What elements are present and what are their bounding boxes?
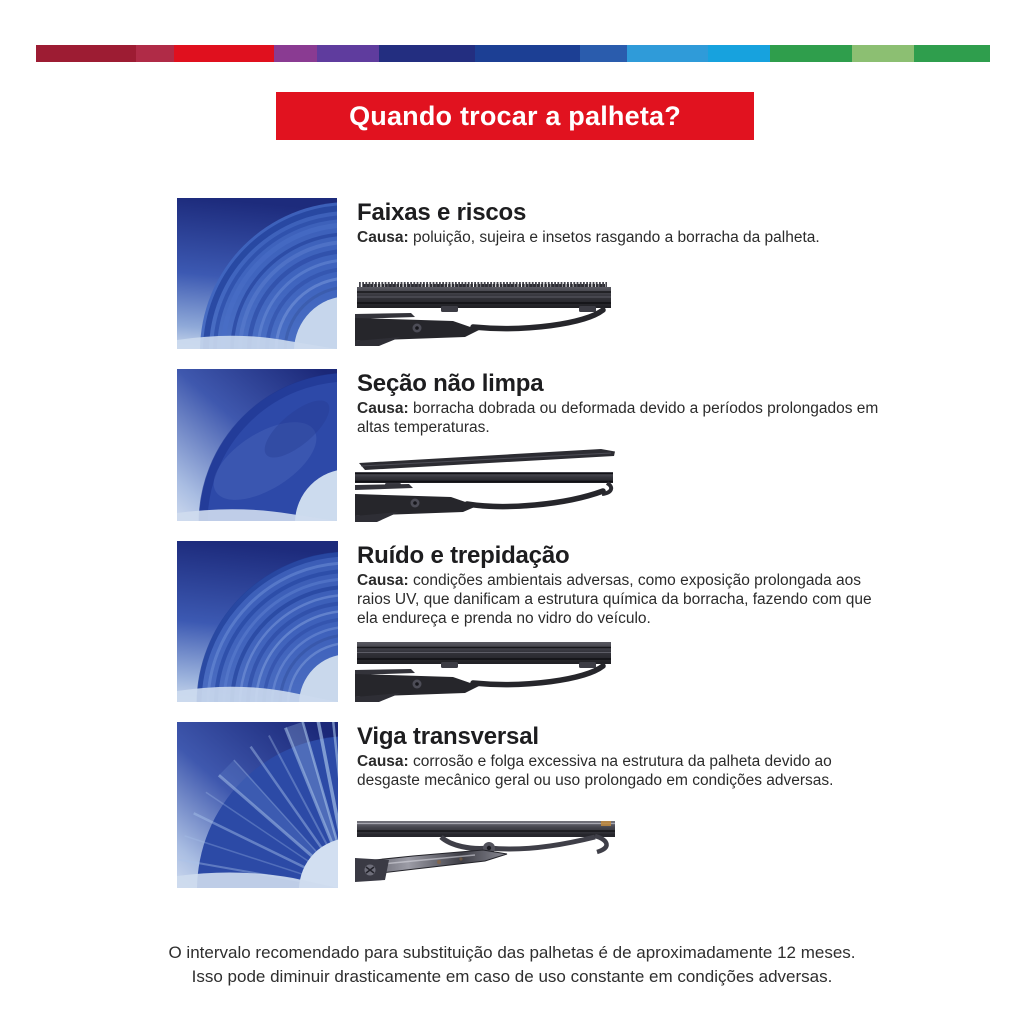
cause-label: Causa: (357, 400, 409, 417)
windshield-radial-streaks-image (177, 722, 338, 888)
section-title: Viga transversal (357, 723, 539, 750)
windshield-arc-streaks-image (177, 198, 337, 349)
cause-label: Causa: (357, 229, 409, 246)
wiper-blade-hardened-rubber-image (355, 638, 615, 702)
section-title: Faixas e riscos (357, 199, 527, 226)
section-cause (357, 572, 885, 629)
windshield-smudged-section-image (177, 369, 337, 521)
color-bar-segment (914, 45, 990, 62)
top-color-bar (36, 45, 990, 62)
wiper-blade-deformed-rubber-image (355, 448, 617, 522)
section-ruido-e-trepidacao (0, 541, 1024, 702)
windshield-ripple-streaks-image (177, 541, 338, 702)
color-bar-segment (580, 45, 628, 62)
banner (276, 92, 754, 140)
cause-label: Causa: (357, 753, 409, 770)
wiper-blade-corroded-frame-image (355, 816, 617, 886)
color-bar-segment (770, 45, 851, 62)
cause-text: poluição, sujeira e insetos rasgando a borracha da palheta. (413, 229, 820, 246)
section-title: Seção não limpa (357, 370, 544, 397)
color-bar-segment (174, 45, 274, 62)
cause-text: condições ambientais adversas, como exposição prolongada aos raios UV, que danificam a estrutura química da borracha, fazendo com que ela endureça e prenda no vidro do veículo. (357, 572, 872, 627)
section-viga-transversal (0, 722, 1024, 888)
color-bar-segment (317, 45, 379, 62)
section-cause (357, 400, 885, 438)
wiper-blade-frayed-rubber-image (355, 280, 615, 346)
color-bar-segment (627, 45, 708, 62)
footer-note (0, 941, 1024, 989)
color-bar-segment (708, 45, 770, 62)
banner-title: Quando trocar a palheta? (349, 101, 681, 131)
cause-label: Causa: (357, 572, 409, 589)
cause-text: corrosão e folga excessiva na estrutura da palheta devido ao desgaste mecânico geral ou uso prolongado em condições adversas. (357, 753, 834, 789)
section-cause (357, 753, 885, 791)
footer-line-1: O intervalo recomendado para substituição das palhetas é de aproximadamente 12 meses. (168, 943, 856, 962)
section-cause (357, 229, 885, 248)
section-faixas-e-riscos (0, 198, 1024, 350)
color-bar-segment (852, 45, 914, 62)
color-bar-segment (475, 45, 580, 62)
color-bar-segment (274, 45, 317, 62)
color-bar-segment (36, 45, 136, 62)
section-title: Ruído e trepidação (357, 542, 570, 569)
footer-line-2: Isso pode diminuir drasticamente em caso de uso constante em condições adversas. (191, 967, 833, 987)
color-bar-segment (136, 45, 174, 62)
cause-text: borracha dobrada ou deformada devido a períodos prolongados em altas temperaturas. (357, 400, 879, 436)
section-secao-nao-limpa (0, 369, 1024, 521)
color-bar-segment (379, 45, 474, 62)
